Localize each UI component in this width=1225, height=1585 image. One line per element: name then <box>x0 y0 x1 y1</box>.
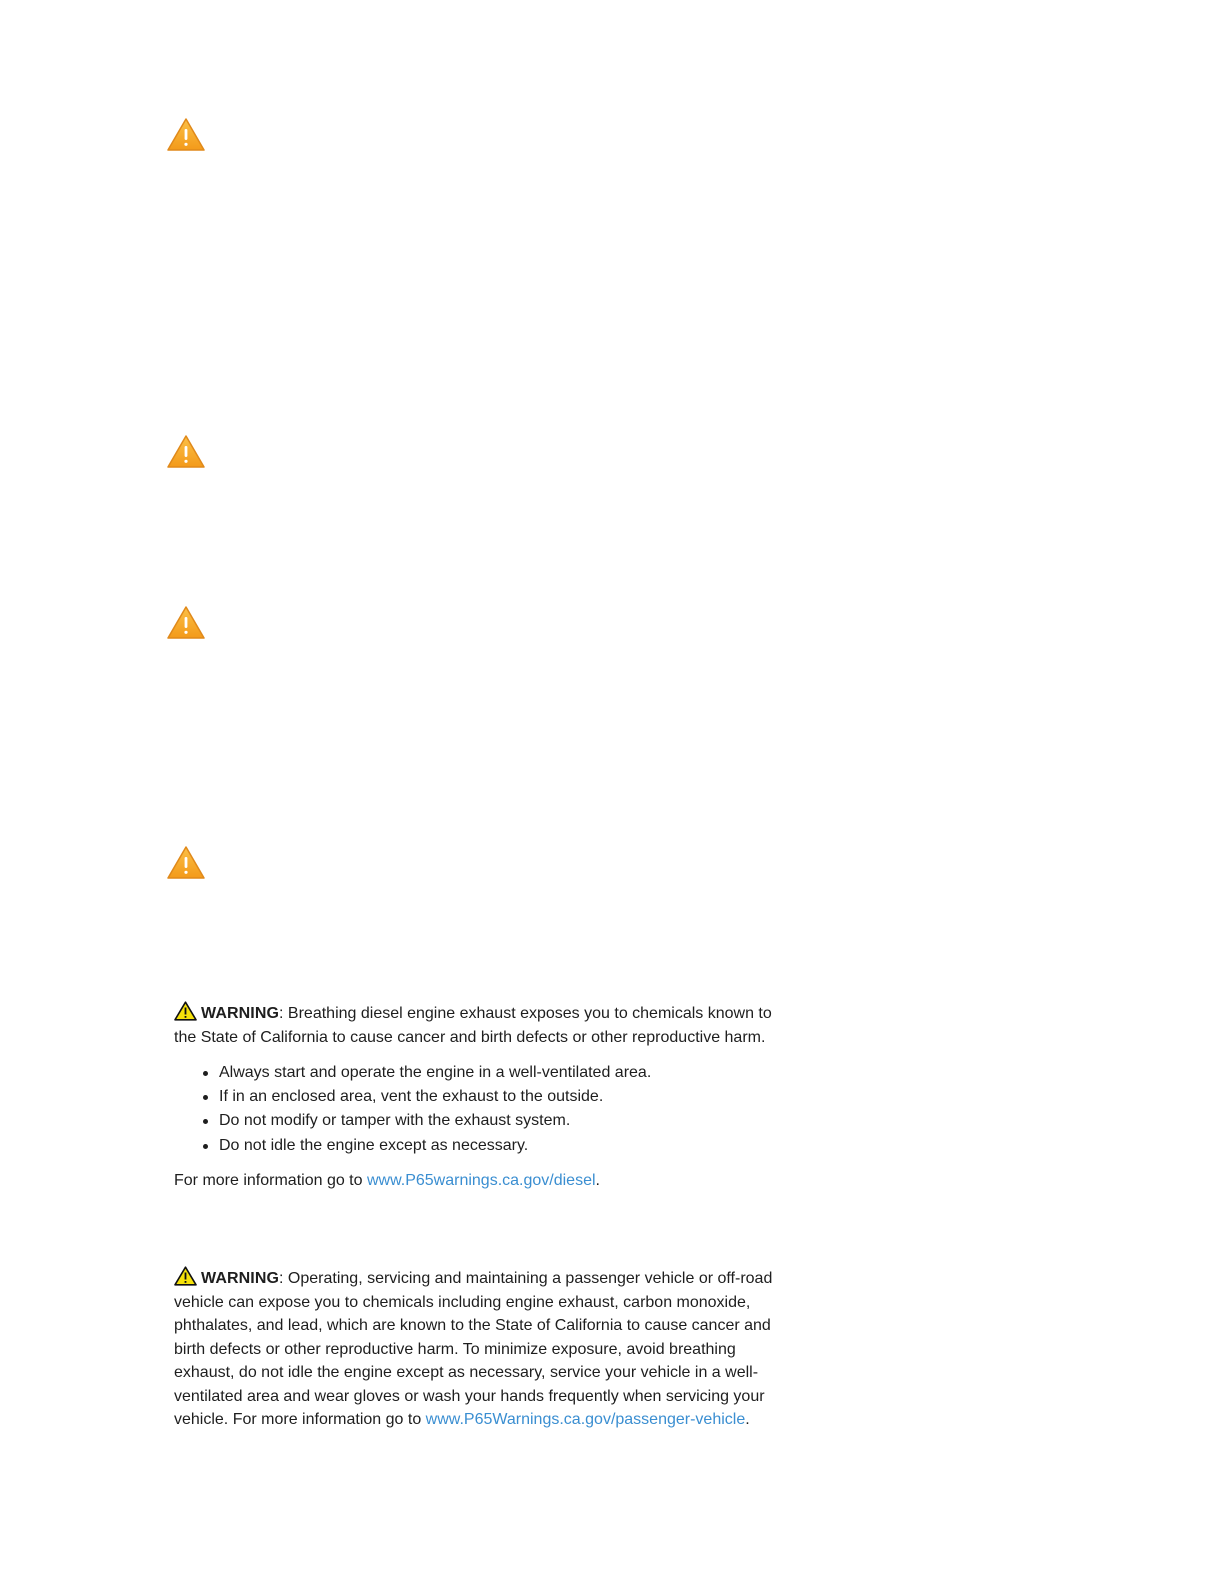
diesel-info-link[interactable]: www.P65warnings.ca.gov/diesel <box>366 1171 596 1189</box>
diesel-warning-text <box>174 1001 774 1049</box>
warning-icon <box>166 434 206 470</box>
list-item: Do not idle the engine except as necessary. <box>203 1134 774 1158</box>
warning-label: WARNING <box>201 1270 280 1287</box>
diesel-warning-notice <box>174 1001 774 1192</box>
warning-icon <box>174 1001 197 1021</box>
list-item: If in an enclosed area, vent the exhaust to the outside. <box>203 1085 774 1109</box>
passenger-vehicle-warning-notice <box>174 1266 774 1432</box>
diesel-warning-body: : Breathing diesel engine exhaust exposes you to chemicals known to the State of California to cause cancer and birth defects or other reproductive harm. <box>174 1005 772 1046</box>
passenger-warning-text <box>174 1266 774 1432</box>
warning-icon <box>166 117 206 153</box>
more-info-suffix: . <box>595 1171 600 1189</box>
warning-icon <box>166 605 206 641</box>
warning-label: WARNING <box>201 1005 280 1022</box>
passenger-vehicle-info-link[interactable]: www.P65Warnings.ca.gov/passenger-vehicle <box>425 1411 746 1428</box>
passenger-warning-suffix: . <box>745 1411 750 1428</box>
list-item: Always start and operate the engine in a well-ventilated area. <box>203 1061 774 1085</box>
list-item: Do not modify or tamper with the exhaust system. <box>203 1109 774 1133</box>
warning-icon <box>166 845 206 881</box>
diesel-precautions-list <box>174 1061 774 1158</box>
diesel-more-info <box>174 1169 774 1193</box>
more-info-prefix: For more information go to <box>174 1171 367 1189</box>
warning-icon <box>174 1266 197 1286</box>
passenger-warning-body: : Operating, servicing and maintaining a passenger vehicle or off-road vehicle can expose you to chemicals including engine exhaust, carbon monoxide, phthalates, and lead, which are known to the State of California to cause cancer and birth defects or other reproductive harm. To minimize exposure, avoid breathing exhaust, do not idle the engine except as necessary, service your vehicle in a well-ventilated area and wear gloves or wash your hands frequently when servicing your vehicle. For more information go to <box>174 1270 773 1428</box>
